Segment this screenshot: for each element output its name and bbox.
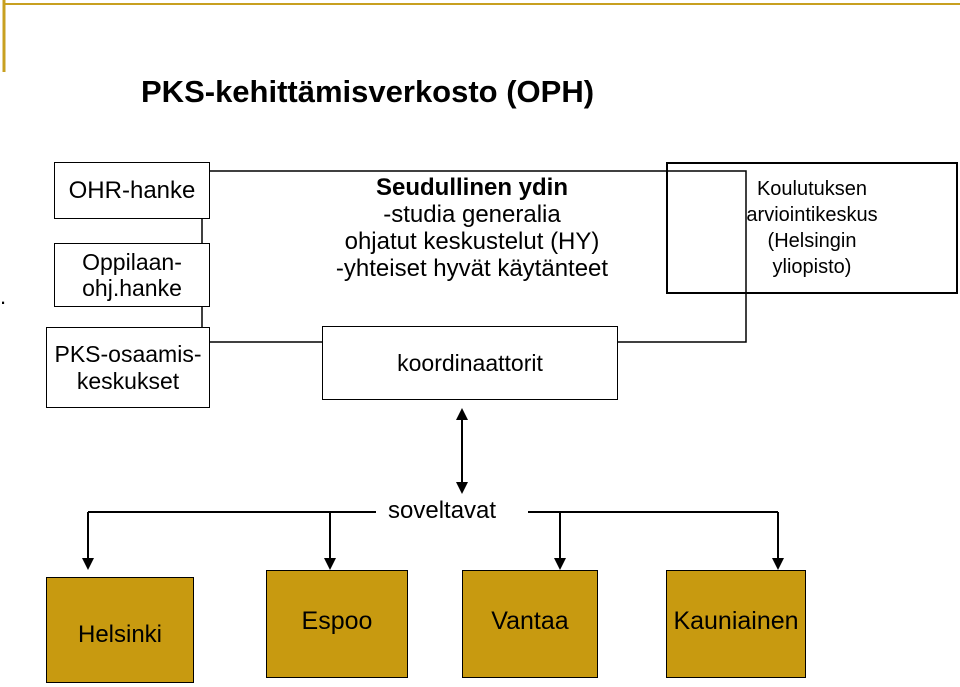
page-title: PKS-kehittämisverkosto (OPH) — [141, 74, 595, 109]
pks-label-line2: keskukset — [76, 367, 180, 394]
oppilaanohjaus-box — [54, 243, 210, 307]
city-label-kauniainen: Kauniainen — [673, 606, 799, 635]
distribution-arrowheads — [82, 558, 784, 570]
stray-dot: . — [0, 284, 7, 309]
pks-osaamiskeskukset-box — [46, 327, 210, 408]
city-box-vantaa — [462, 570, 598, 678]
core-line3: -yhteiset hyvät käytänteet — [335, 255, 609, 282]
city-label-helsinki: Helsinki — [77, 621, 163, 648]
oppilaanohjaus-label-line2: ohj.hanke — [82, 275, 182, 301]
city-box-kauniainen — [666, 570, 806, 678]
apply-label: soveltavat — [388, 497, 497, 524]
coordinators-label: koordinaattorit — [397, 349, 543, 376]
regional-core — [262, 174, 682, 282]
evaluation-center-box — [666, 162, 958, 294]
oppilaanohjaus-label-line1: Oppilaan- — [82, 249, 182, 275]
city-box-helsinki — [46, 577, 194, 683]
coordinator-arrow — [456, 408, 468, 494]
eval-line1: Koulutuksen — [756, 178, 868, 200]
city-label-vantaa: Vantaa — [491, 606, 569, 635]
ohr-hanke-box — [54, 162, 210, 219]
core-line2: ohjatut keskustelut (HY) — [344, 228, 600, 255]
core-heading: Seudullinen ydin — [375, 174, 568, 201]
city-label-espoo: Espoo — [301, 606, 373, 635]
pks-label-line1: PKS-osaamis- — [54, 340, 202, 367]
ohr-hanke-label: OHR-hanke — [68, 176, 196, 204]
city-box-espoo — [266, 570, 408, 678]
core-line1: -studia generalia — [383, 201, 561, 228]
eval-line4: yliopisto) — [772, 256, 852, 278]
coordinators-box — [322, 326, 618, 400]
eval-line2: arviointikeskus — [746, 204, 878, 226]
eval-line3: (Helsingin — [767, 230, 857, 252]
